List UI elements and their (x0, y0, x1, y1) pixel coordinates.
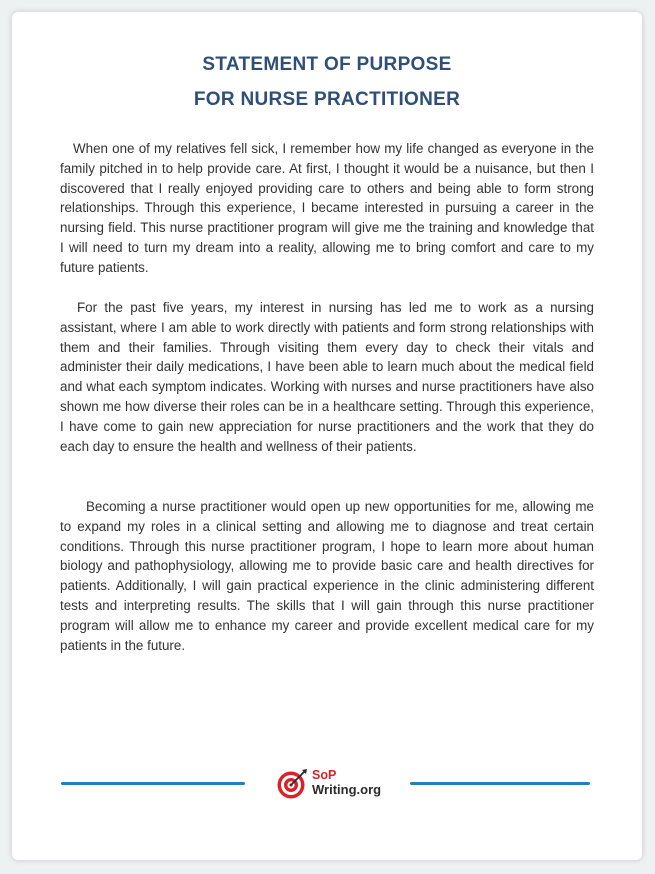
paragraph-1: When one of my relatives fell sick, I remember how my life changed as everyone in the family pitched in to help provide care. At first, I thought it would be a nuisance, but then I discovered that I really enjoyed providing care to others and being able to form strong relationships. Through this experience, I became interested in pursuing a career in the nursing field. This nurse practitioner program will give me the training and knowledge that I will need to turn my dream into a reality, allowing me to bring comfort and care to my future patients. (60, 141, 594, 275)
document-title-line2: FOR NURSE PRACTITIONER (193, 89, 461, 110)
footer-rule-left (61, 782, 245, 785)
paragraph-2: For the past five years, my interest in nursing has led me to work as a nursing assistant, where I am able to work directly with patients and form strong relationships with them and their families. Through visiting them every day to check their vitals and administer their daily medications, I have been able to learn much about the medical field and what each symptom indicates. Working with nurses and nurse practitioners have also shown me how diverse their roles can be in a healthcare setting. Through this experience, I have come to gain new appreciation for nurse practitioners and the work that they do each day to ensure the health and wellness of their patients. (60, 300, 594, 454)
document-page (12, 12, 642, 860)
document-title-line1: STATEMENT OF PURPOSE (202, 54, 452, 75)
target-arrow-icon (276, 768, 308, 800)
paragraph-3: Becoming a nurse practitioner would open up new opportunities for me, allowing me to expand my roles in a clinical setting and allowing me to diagnose and treat certain conditions. Through this nurse practitioner program, I hope to learn more about human biology and pathophysiology, allowing me to provide basic care and health directives for patients. Additionally, I will gain practical experience in the clinic administering different tests and interpreting results. The skills that I will gain through this nurse practitioner program will allow me to enhance my career and provide excellent medical care for my patients in the future. (60, 499, 594, 653)
logo-text-writing: Writing.org (312, 782, 382, 797)
sop-writing-logo (276, 768, 396, 800)
logo-text-sop: SoP (312, 768, 337, 782)
footer-rule-right (410, 782, 590, 785)
